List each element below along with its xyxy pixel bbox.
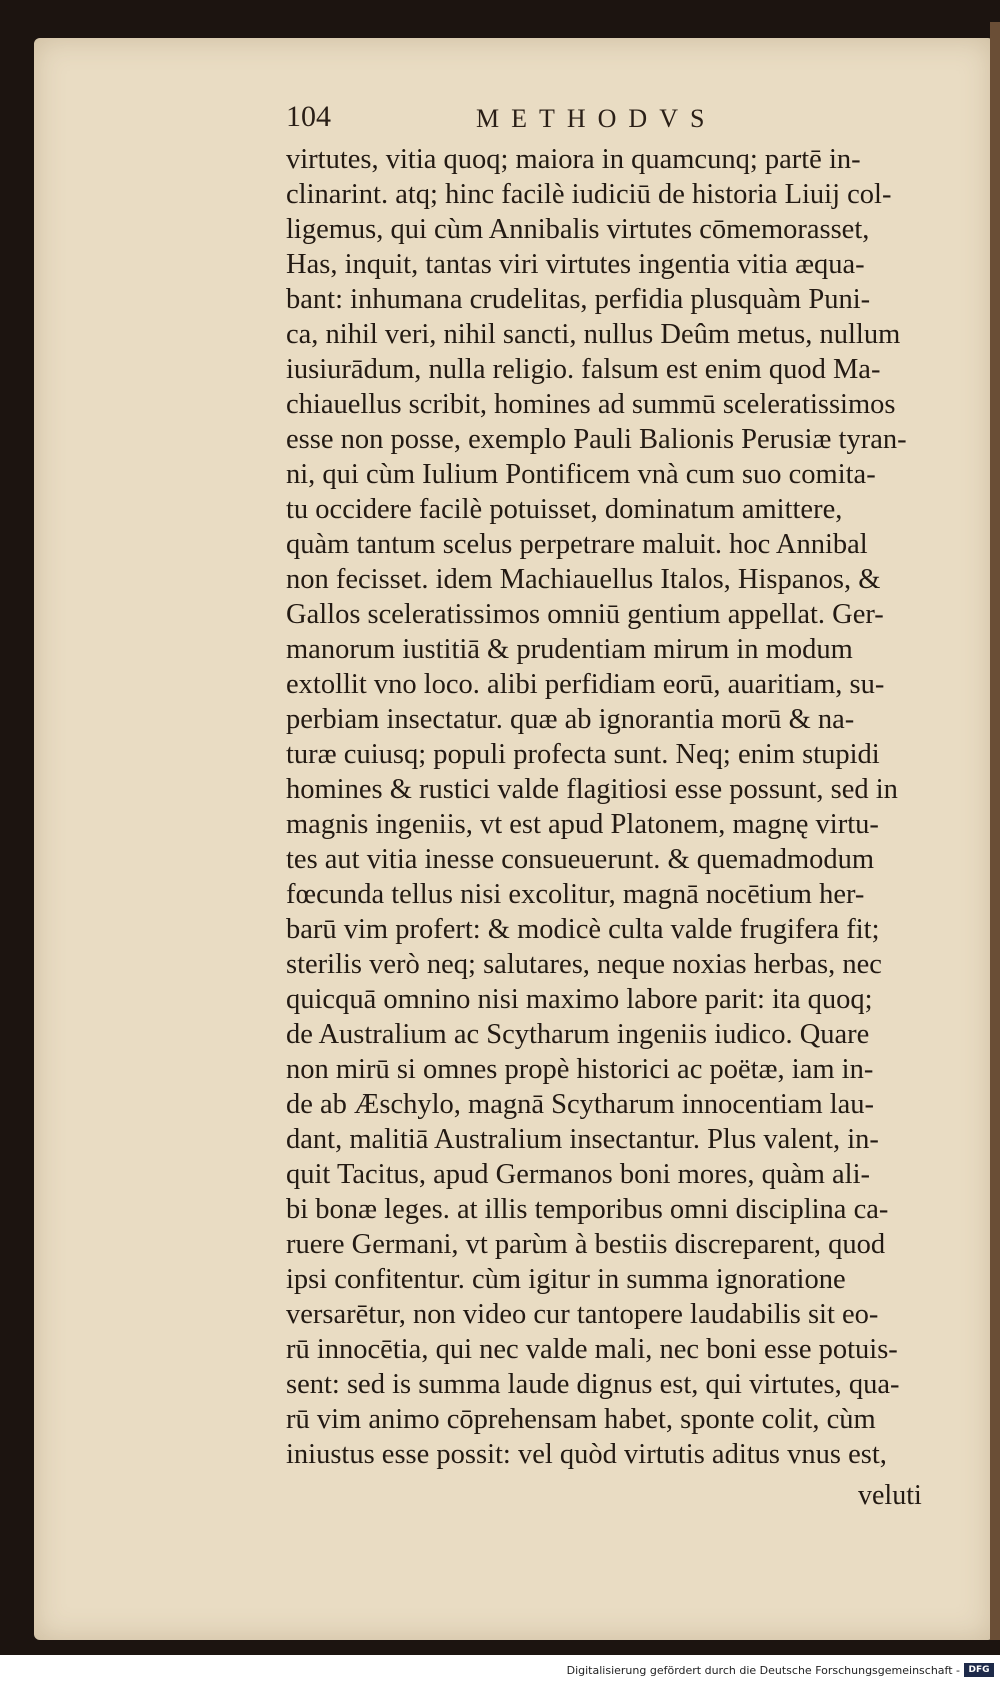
- text-line: homines & rustici valde flagitiosi esse possunt, sed in: [286, 774, 898, 805]
- text-line: bi bonæ leges. at illis temporibus omni disciplina ca-: [286, 1194, 889, 1225]
- dfg-logo: DFG: [964, 1663, 994, 1677]
- page-number: 104: [286, 100, 331, 133]
- footer-credit: Digitalisierung gefördert durch die Deutsche Forschungsgemeinschaft -: [566, 1664, 960, 1677]
- text-line: de Australium ac Scytharum ingeniis iudico. Quare: [286, 1019, 870, 1050]
- text-line: ni, qui cùm Iulium Pontificem vnà cum suo comita-: [286, 459, 876, 490]
- text-line: iniustus esse possit: vel quòd virtutis aditus vnus est,: [286, 1439, 887, 1470]
- catchword: veluti: [858, 1480, 922, 1511]
- text-line: ruere Germani, vt parùm à bestiis discreparent, quod: [286, 1229, 886, 1260]
- text-line: iusiurādum, nulla religio. falsum est enim quod Ma-: [286, 354, 881, 385]
- text-line: perbiam insectatur. quæ ab ignorantia morū & na-: [286, 704, 855, 735]
- text-line: sterilis verò neq; salutares, neque noxias herbas, nec: [286, 949, 882, 980]
- body-text: [286, 142, 936, 1472]
- text-line: rū vim animo cōprehensam habet, sponte colit, cùm: [286, 1404, 876, 1435]
- text-line: virtutes, vitia quoq; maiora in quamcunq; partē in-: [286, 144, 861, 175]
- text-line: chiauellus scribit, homines ad summū sceleratissimos: [286, 389, 896, 420]
- text-line: tu occidere facilè potuisset, dominatum amittere,: [286, 494, 843, 525]
- text-line: quit Tacitus, apud Germanos boni mores, quàm ali-: [286, 1159, 870, 1190]
- text-line: manorum iustitiā & prudentiam mirum in modum: [286, 634, 853, 665]
- text-line: clinarint. atq; hinc facilè iudiciū de historia Liuij col-: [286, 179, 892, 210]
- page-header: [286, 100, 926, 140]
- text-line: ligemus, qui cùm Annibalis virtutes cōmemorasset,: [286, 214, 870, 245]
- text-line: Has, inquit, tantas viri virtutes ingentia vitia æqua-: [286, 249, 865, 280]
- text-line: ca, nihil veri, nihil sancti, nullus Deûm metus, nullum: [286, 319, 901, 350]
- running-head: METHODVS: [476, 104, 717, 133]
- text-line: bant: inhumana crudelitas, perfidia plusquàm Puni-: [286, 284, 871, 315]
- text-line: rū innocētia, qui nec valde mali, nec boni esse potuis-: [286, 1334, 898, 1365]
- text-line: esse non posse, exemplo Pauli Balionis Perusiæ tyran-: [286, 424, 907, 455]
- text-line: dant, malitiā Australium insectantur. Plus valent, in-: [286, 1124, 879, 1155]
- text-line: barū vim profert: & modicè culta valde frugifera fit;: [286, 914, 880, 945]
- text-line: fœcunda tellus nisi excolitur, magnā nocētium her-: [286, 879, 865, 910]
- page-edge: [990, 22, 1000, 1640]
- text-line: extollit vno loco. alibi perfidiam eorū, auaritiam, su-: [286, 669, 885, 700]
- text-line: de ab Æschylo, magnā Scytharum innocentiam lau-: [286, 1089, 875, 1120]
- footer: [0, 1655, 1000, 1685]
- text-line: non mirū si omnes propè historici ac poëtæ, iam in-: [286, 1054, 874, 1085]
- text-line: magnis ingeniis, vt est apud Platonem, magnę virtu-: [286, 809, 879, 840]
- text-line: quicquā omnino nisi maximo labore parit: ita quoq;: [286, 984, 873, 1015]
- text-line: ipsi confitentur. cùm igitur in summa ignoratione: [286, 1264, 846, 1295]
- text-line: non fecisset. idem Machiauellus Italos, Hispanos, &: [286, 564, 881, 595]
- text-line: Gallos sceleratissimos omniū gentium appellat. Ger-: [286, 599, 884, 630]
- text-line: versarētur, non video cur tantopere laudabilis sit eo-: [286, 1299, 879, 1330]
- text-line: sent: sed is summa laude dignus est, qui virtutes, qua-: [286, 1369, 900, 1400]
- text-line: turæ cuiusq; populi profecta sunt. Neq; enim stupidi: [286, 739, 880, 770]
- text-line: quàm tantum scelus perpetrare maluit. hoc Annibal: [286, 529, 868, 560]
- text-line: tes aut vitia inesse consueuerunt. & quemadmodum: [286, 844, 875, 875]
